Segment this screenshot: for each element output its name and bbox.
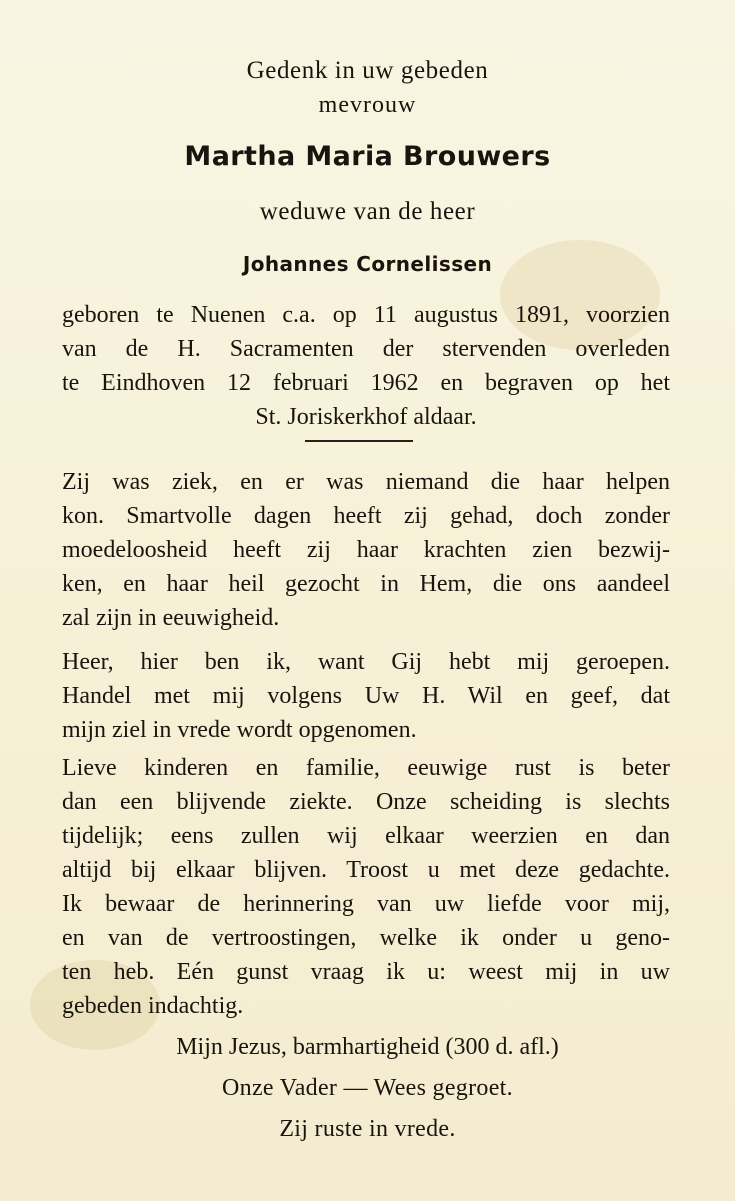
paragraph-line: Handel met mij volgens Uw H. Wil en geef, dat: [62, 683, 670, 709]
paragraph-line: ten heb. Eén gunst vraag ik u: weest mij in uw: [62, 959, 670, 985]
paragraph-line: Heer, hier ben ik, want Gij hebt mij geroepen.: [62, 649, 670, 675]
paragraph-prayer: [62, 645, 670, 747]
paragraph-line: ken, en haar heil gezocht in Hem, die ons aandeel: [62, 571, 670, 597]
paragraph-line: moedeloosheid heeft zij haar krachten zien bezwij-: [62, 537, 670, 563]
paragraph-line: Lieve kinderen en familie, eeuwige rust is beter: [62, 755, 670, 781]
paragraph-line: Ik bewaar de herinnering van uw liefde voor mij,: [62, 891, 670, 917]
biography-line: te Eindhoven 12 februari 1962 en begraven op het: [62, 370, 670, 396]
paragraph-line: gebeden indachtig.: [62, 993, 244, 1019]
relation-line: weduwe van de heer: [259, 198, 476, 225]
spouse-name: Johannes Cornelissen: [242, 252, 493, 276]
paragraph-line: tijdelijk; eens zullen wij elkaar weerzien en dan: [62, 823, 670, 849]
paragraph-line: mijn ziel in vrede wordt opgenomen.: [62, 717, 417, 743]
rest-in-peace: Zij ruste in vrede.: [279, 1116, 456, 1142]
paragraph-line: zal zijn in eeuwigheid.: [62, 605, 280, 631]
prayer-line: Onze Vader — Wees gegroet.: [222, 1075, 513, 1101]
section-divider: [305, 440, 413, 442]
biography-line: geboren te Nuenen c.a. op 11 augustus 1891, voorzien: [62, 302, 670, 328]
paragraph-line: en van de vertroostingen, welke ik onder u geno-: [62, 925, 670, 951]
paragraph-farewell: [62, 751, 670, 1023]
paragraph-line: altijd bij elkaar blijven. Troost u met deze gedachte.: [62, 857, 670, 883]
honorific: mevrouw: [318, 92, 417, 118]
indulgence-prayer: Mijn Jezus, barmhartigheid (300 d. afl.): [176, 1034, 559, 1060]
deceased-name: Martha Maria Brouwers: [184, 141, 551, 172]
paragraph-line: dan een blijvende ziekte. Onze scheiding is slechts: [62, 789, 670, 815]
greeting-line: Gedenk in uw gebeden: [246, 57, 489, 84]
biography-line: van de H. Sacramenten der stervenden overleden: [62, 336, 670, 362]
biography-line: St. Joriskerkhof aldaar.: [255, 404, 477, 430]
paragraph-line: kon. Smartvolle dagen heeft zij gehad, doch zonder: [62, 503, 670, 529]
paragraph-illness: [62, 465, 670, 635]
paragraph-line: Zij was ziek, en er was niemand die haar helpen: [62, 469, 670, 495]
biography: [62, 298, 670, 434]
